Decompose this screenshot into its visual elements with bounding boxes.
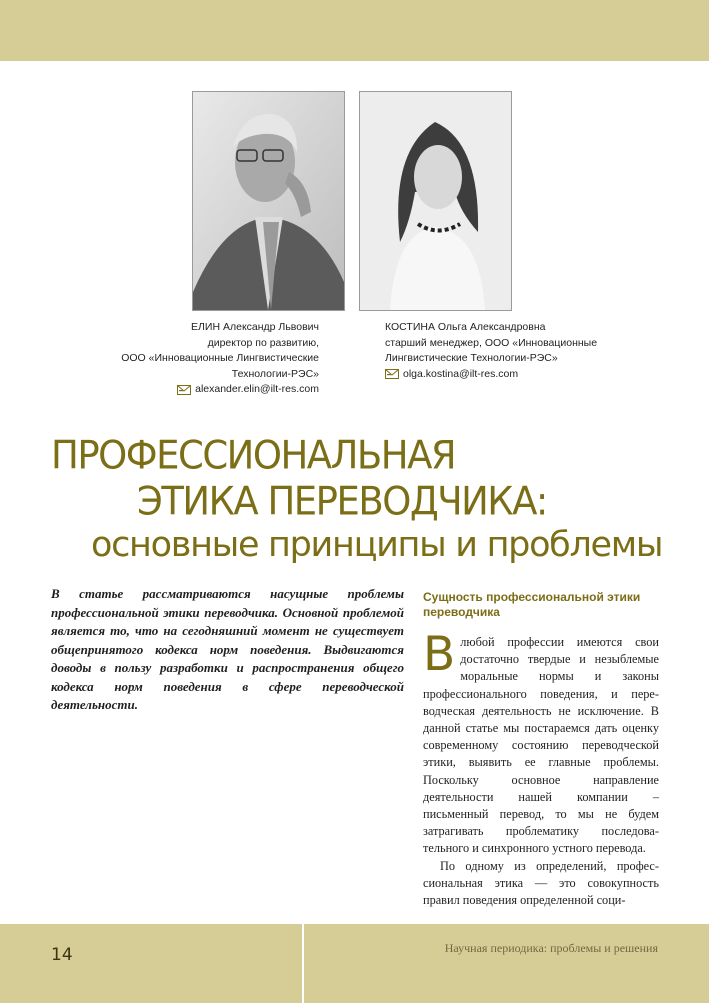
author-company-cont: Технологии-РЭС» bbox=[231, 367, 319, 380]
body-paragraph: По одному из определений, профессиональная этика — это совокупность правил поведения определенной соци- bbox=[423, 858, 659, 908]
author-caption-elin bbox=[120, 320, 319, 398]
author-email-row bbox=[385, 367, 625, 383]
footer-band-right bbox=[304, 924, 709, 1003]
article-body bbox=[423, 627, 659, 909]
footer-band-left bbox=[0, 924, 302, 1003]
article-abstract: В статье рассматриваются насущные проблемы профессиональной этики переводчика. Основной проблемой является то, что на сегодняшний момент не существует общепринятого кодекса норм поведения. Выдвигаются доводы в пользу разработки и распространения общего кодекса норм поведения в сфере переводческой деятельности. bbox=[51, 586, 404, 712]
journal-name: Научная периодика: проблемы и решения bbox=[444, 941, 658, 955]
drop-cap: В bbox=[423, 627, 456, 682]
author-photo-elin bbox=[192, 91, 345, 311]
author-name: ЕЛИН Александр Львович bbox=[191, 321, 319, 333]
envelope-icon bbox=[385, 369, 399, 379]
author-company: Лингвистические Технологии-РЭС» bbox=[385, 352, 558, 364]
author-position: старший менеджер, ООО «Инновационные bbox=[385, 336, 598, 349]
top-band bbox=[0, 0, 709, 61]
article-subtitle: основные принципы и проблемы bbox=[91, 525, 663, 565]
body-paragraph: любой профессии имеются свои достаточно твердые и незыблемые моральные нормы и законы профессионального поведения, и переводческая деятельность не исключение. В данной статье мы постараемся дать оценку современному состоянию переводческой этики, выявить ее главные проблемы. Поскольку основное направление деятельности нашей компании – письменный перевод, то мы не будем затрагивать проблематику последовательного и синхронного устного перевода. bbox=[423, 635, 659, 856]
author-email-link[interactable]: alexander.elin@ilt-res.com bbox=[195, 383, 319, 395]
author-name: КОСТИНА Ольга Александровна bbox=[385, 321, 546, 333]
article-title-line2: ЭТИКА ПЕРЕВОДЧИКА: bbox=[137, 478, 547, 525]
article-title-line1: ПРОФЕССИОНАЛЬНАЯ bbox=[51, 432, 456, 479]
envelope-icon bbox=[177, 385, 191, 395]
author-email-link[interactable]: olga.kostina@ilt-res.com bbox=[403, 367, 519, 380]
section-heading: Сущность профессиональной этики переводчика bbox=[423, 590, 641, 619]
author-email-row bbox=[120, 382, 319, 398]
author-company: ООО «Инновационные Лингвистические bbox=[121, 352, 319, 364]
author-caption-kostina bbox=[385, 320, 625, 382]
author-position: директор по развитию, bbox=[207, 336, 319, 349]
page-number: 14 bbox=[51, 945, 73, 965]
author-photo-kostina bbox=[359, 91, 512, 311]
